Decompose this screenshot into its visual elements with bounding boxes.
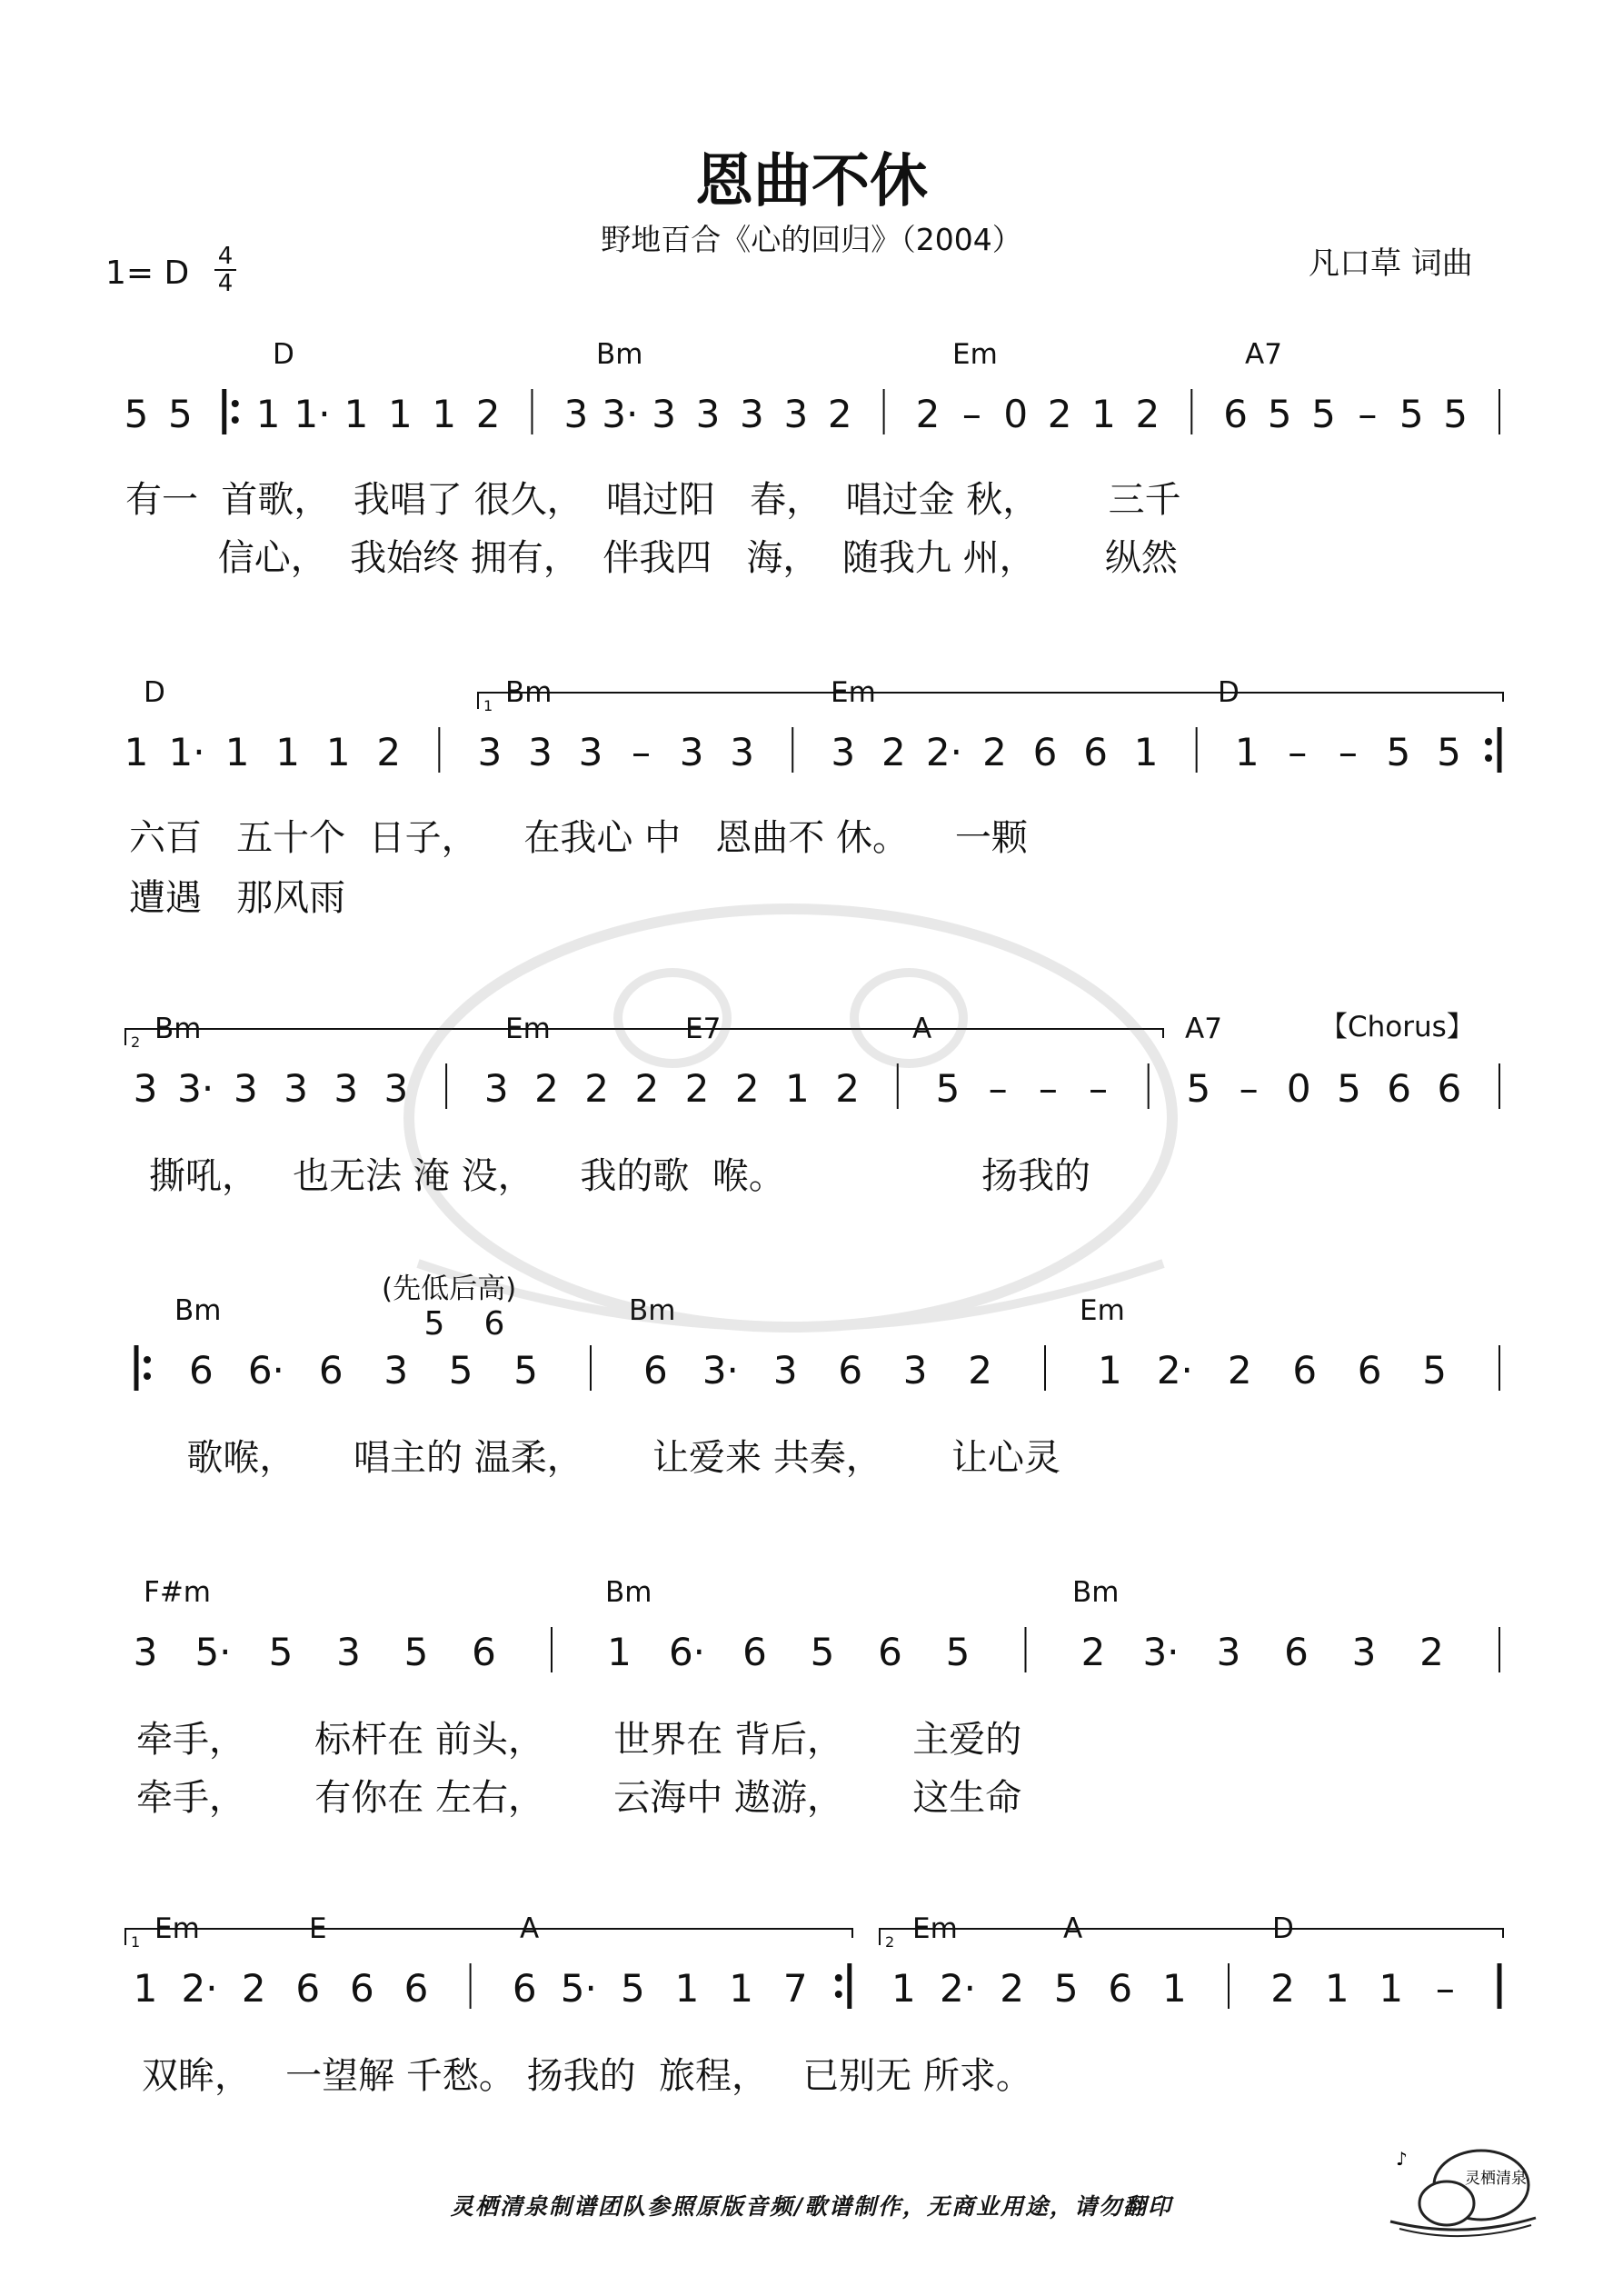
watermark-logo bbox=[363, 882, 1218, 1373]
note: 5 bbox=[513, 1348, 538, 1393]
lyrics-r2-v2: 遭遇 那风雨 bbox=[129, 877, 346, 919]
key-signature: 1= D bbox=[105, 255, 190, 292]
note: 2 bbox=[827, 392, 852, 436]
note: 2 bbox=[534, 1066, 559, 1111]
lyrics-r3: 撕吼， 也无法 淹 没， 我的歌 喉。 扬我的 bbox=[149, 1155, 1091, 1197]
note: 3 bbox=[652, 392, 677, 436]
note: 3 bbox=[783, 392, 809, 436]
note: 3 bbox=[740, 392, 764, 436]
note: 1 bbox=[325, 730, 351, 774]
note: 1 bbox=[1162, 1966, 1187, 2011]
note: 3 bbox=[695, 392, 721, 436]
note: 3 bbox=[383, 1348, 409, 1393]
lyrics-r4: 歌喉， 唱主的 温柔， 让爱来 共奏， 让心灵 bbox=[164, 1437, 1061, 1479]
chord-r3-2: Em bbox=[505, 1013, 551, 1045]
note: 5 bbox=[1186, 1066, 1211, 1111]
note: 2 bbox=[968, 1348, 992, 1393]
note: 6 bbox=[1108, 1966, 1133, 2011]
note: 5 bbox=[945, 1630, 971, 1674]
chord-r6-3: A bbox=[520, 1912, 540, 1945]
note: 2 bbox=[1047, 392, 1072, 436]
note: 3 bbox=[902, 1348, 928, 1393]
note: 6 bbox=[1437, 1066, 1462, 1111]
upper-note: 5 bbox=[423, 1305, 445, 1343]
note: 2 bbox=[1270, 1966, 1295, 2011]
note: 1 bbox=[133, 1966, 158, 2011]
note: – bbox=[1239, 1066, 1259, 1111]
repeat-dot bbox=[232, 416, 239, 424]
chord-r3-3: E7 bbox=[685, 1013, 722, 1045]
footer-copyright: 灵栖清泉制谱团队参照原版音频/歌谱制作，无商业用途，请勿翻印 bbox=[450, 2193, 1173, 2220]
note: 3 bbox=[772, 1348, 798, 1393]
note: 6 bbox=[838, 1348, 863, 1393]
volta-number: 2 bbox=[131, 1033, 141, 1051]
note: 3 bbox=[578, 730, 603, 774]
chord-r6-1: Em bbox=[154, 1912, 200, 1945]
chord-r5-3: Bm bbox=[1072, 1576, 1120, 1609]
note: 2 bbox=[634, 1066, 660, 1111]
note: 1 bbox=[785, 1066, 810, 1111]
note: 1 bbox=[891, 1966, 916, 2011]
song-title: 恩曲不休 bbox=[695, 148, 928, 215]
volta-bracket bbox=[478, 693, 1503, 709]
volta-bracket bbox=[125, 1929, 852, 1945]
note: 5 bbox=[1337, 1066, 1361, 1111]
note: 2 bbox=[1419, 1630, 1444, 1674]
chord-r6-2: E bbox=[309, 1912, 327, 1945]
note: 5 bbox=[1386, 730, 1411, 774]
note: 3 bbox=[336, 1630, 361, 1674]
note: 3· bbox=[602, 392, 639, 436]
note: 6 bbox=[1387, 1066, 1411, 1111]
lyrics-r1-v2: 信心， 我始终 拥有， 伴我四 海， 随我九 州， 纵然 bbox=[125, 537, 1178, 579]
note: 6 bbox=[189, 1348, 214, 1393]
note: 6 bbox=[1223, 392, 1249, 436]
note: 3· bbox=[177, 1066, 214, 1111]
repeat-dot bbox=[1485, 738, 1492, 745]
note: 6 bbox=[1032, 730, 1058, 774]
note: 2 bbox=[584, 1066, 610, 1111]
note: – bbox=[988, 1066, 1008, 1111]
note: 5 bbox=[1399, 392, 1424, 436]
note: 5 bbox=[448, 1348, 473, 1393]
note: 3 bbox=[133, 1066, 158, 1111]
chord-r5-2: Bm bbox=[605, 1576, 652, 1609]
repeat-dot bbox=[144, 1356, 151, 1363]
note: 6 bbox=[472, 1630, 496, 1674]
team-logo-text: 灵栖清泉 bbox=[1465, 2170, 1527, 2188]
note: 3 bbox=[383, 1066, 409, 1111]
note: 1 bbox=[1133, 730, 1159, 774]
note: 3 bbox=[477, 730, 503, 774]
note: 5 bbox=[810, 1630, 835, 1674]
song-subtitle: 野地百合《心的回归》（2004） bbox=[601, 222, 1022, 257]
team-logo-icon bbox=[1381, 2138, 1545, 2238]
note: 2 bbox=[915, 392, 941, 436]
note: 2 bbox=[734, 1066, 760, 1111]
time-signature-top: 4 bbox=[217, 243, 234, 270]
note: 2 bbox=[376, 730, 402, 774]
svg-text:♪: ♪ bbox=[1396, 2148, 1408, 2170]
note: 6 bbox=[1083, 730, 1108, 774]
upper-note: 6 bbox=[483, 1305, 505, 1343]
note: 3 bbox=[483, 1066, 509, 1111]
note: 5 bbox=[168, 392, 193, 436]
note: 6 bbox=[403, 1966, 429, 2011]
note: – bbox=[1288, 730, 1308, 774]
volta-bracket bbox=[880, 1929, 1503, 1945]
note: – bbox=[1358, 392, 1378, 436]
note: 6 bbox=[878, 1630, 902, 1674]
chord-r2-3: Em bbox=[831, 676, 876, 709]
note: 1 bbox=[729, 1966, 753, 2011]
note: 2· bbox=[1156, 1348, 1193, 1393]
note: 2 bbox=[1080, 1630, 1106, 1674]
note: 3 bbox=[1216, 1630, 1241, 1674]
chord-r1-2: Bm bbox=[596, 338, 643, 371]
note: 6 bbox=[318, 1348, 344, 1393]
chord-r1-4: A7 bbox=[1245, 338, 1282, 371]
chord-r3-5: A7 bbox=[1185, 1013, 1222, 1045]
note: 6 bbox=[643, 1348, 668, 1393]
note: – bbox=[632, 730, 652, 774]
volta-number: 1 bbox=[131, 1933, 141, 1951]
note: 3 bbox=[679, 730, 704, 774]
note: 3 bbox=[334, 1066, 359, 1111]
note: 2· bbox=[925, 730, 962, 774]
note: 5 bbox=[1267, 392, 1292, 436]
note: 3 bbox=[133, 1630, 158, 1674]
time-signature-bottom: 4 bbox=[214, 269, 236, 296]
chord-r4-2: Bm bbox=[629, 1294, 676, 1327]
note: 2 bbox=[881, 730, 906, 774]
note: 2 bbox=[1227, 1348, 1252, 1393]
lyrics-r5-v2: 牵手， 有你在 左右， 云海中 遨游， 这生命 bbox=[136, 1777, 1022, 1819]
note: – bbox=[1338, 730, 1358, 774]
note: 6 bbox=[512, 1966, 537, 2011]
chord-r6-6: D bbox=[1272, 1912, 1294, 1945]
note: 7 bbox=[782, 1966, 808, 2011]
repeat-dot bbox=[1485, 754, 1492, 762]
note: 2 bbox=[475, 392, 501, 436]
note: 2 bbox=[1135, 392, 1160, 436]
note: 1· bbox=[294, 392, 331, 436]
note: 5 bbox=[621, 1966, 645, 2011]
repeat-dot bbox=[835, 1991, 842, 1998]
note: 1 bbox=[255, 392, 281, 436]
note: 5· bbox=[194, 1630, 232, 1674]
note: 5 bbox=[124, 392, 149, 436]
chord-r2-2: Bm bbox=[505, 676, 553, 709]
chord-r3-4: A bbox=[912, 1013, 932, 1045]
note: – bbox=[1038, 1066, 1058, 1111]
chord-r6-4: Em bbox=[912, 1912, 958, 1945]
note: 3 bbox=[563, 392, 589, 436]
composer-credit: 凡口草 词曲 bbox=[1309, 245, 1473, 282]
note: 3 bbox=[284, 1066, 308, 1111]
chord-r5-1: F#m bbox=[144, 1576, 212, 1609]
note: – bbox=[1435, 1966, 1455, 2011]
chord-r1-1: D bbox=[273, 338, 294, 371]
note: 2 bbox=[1000, 1966, 1024, 2011]
lyrics-r1-v1: 有一 首歌， 我唱了 很久， 唱过阳 春， 唱过金 秋， 三千 bbox=[125, 479, 1181, 521]
chord-r2-4: D bbox=[1218, 676, 1240, 709]
note: 6 bbox=[742, 1630, 767, 1674]
chord-r3-1: Bm bbox=[154, 1013, 202, 1045]
note: 6 bbox=[1357, 1348, 1382, 1393]
note: 5 bbox=[1311, 392, 1336, 436]
repeat-dot bbox=[835, 1974, 842, 1982]
note: 1 bbox=[1234, 730, 1260, 774]
chorus-marker: 【Chorus】 bbox=[1319, 1011, 1475, 1043]
note: 3 bbox=[234, 1066, 258, 1111]
note: 1 bbox=[1379, 1966, 1404, 2011]
volta-number: 2 bbox=[885, 1933, 895, 1951]
lyrics-r2-v1: 六百 五十个 日子， 在我心 中 恩曲不 休。 一颗 bbox=[129, 817, 1028, 859]
chord-r4-1: Bm bbox=[174, 1294, 222, 1327]
note: 5 bbox=[1422, 1348, 1447, 1393]
chord-r4-3: Em bbox=[1080, 1294, 1125, 1327]
note: 5 bbox=[403, 1630, 429, 1674]
chord-r1-3: Em bbox=[952, 338, 998, 371]
chord-r6-5: A bbox=[1063, 1912, 1083, 1945]
note: 0 bbox=[1286, 1066, 1311, 1111]
note: 1 bbox=[1098, 1348, 1122, 1393]
lyrics-r6: 双眸， 一望解 千愁。 扬我的 旅程， 已别无 所求。 bbox=[142, 2055, 1032, 2097]
lyrics-r5-v1: 牵手， 标杆在 前头， 世界在 背后， 主爱的 bbox=[136, 1719, 1022, 1761]
note: 1 bbox=[387, 392, 413, 436]
note: 5 bbox=[935, 1066, 961, 1111]
repeat-dot bbox=[232, 400, 239, 407]
note: 1· bbox=[168, 730, 205, 774]
note: 1 bbox=[124, 730, 149, 774]
note: 3· bbox=[702, 1348, 739, 1393]
note: 2 bbox=[241, 1966, 266, 2011]
note: 6· bbox=[247, 1348, 284, 1393]
performance-annotation: (先低后高) bbox=[382, 1273, 517, 1305]
note: 1 bbox=[1091, 392, 1116, 436]
note: 0 bbox=[1003, 392, 1029, 436]
note: 1 bbox=[432, 392, 457, 436]
note: 3· bbox=[1142, 1630, 1180, 1674]
note: 1 bbox=[224, 730, 250, 774]
note: 5 bbox=[268, 1630, 294, 1674]
note: 1 bbox=[1324, 1966, 1349, 2011]
chord-r2-1: D bbox=[144, 676, 165, 709]
note: 2· bbox=[181, 1966, 218, 2011]
volta-number: 1 bbox=[483, 697, 493, 714]
note: 3 bbox=[528, 730, 553, 774]
note: 6 bbox=[1284, 1630, 1309, 1674]
note: – bbox=[1089, 1066, 1109, 1111]
note: 6· bbox=[668, 1630, 706, 1674]
note: 1 bbox=[275, 730, 301, 774]
note: 2· bbox=[939, 1966, 977, 2011]
note: – bbox=[961, 392, 981, 436]
repeat-dot bbox=[144, 1373, 151, 1380]
note: 1 bbox=[674, 1966, 700, 2011]
note: 6 bbox=[1292, 1348, 1318, 1393]
note: 2 bbox=[835, 1066, 860, 1111]
note: 5 bbox=[1437, 730, 1461, 774]
note: 5 bbox=[1053, 1966, 1079, 2011]
note: 6 bbox=[295, 1966, 321, 2011]
note: 3 bbox=[831, 730, 856, 774]
note: 6 bbox=[350, 1966, 374, 2011]
note: 1 bbox=[607, 1630, 632, 1674]
note: 3 bbox=[1351, 1630, 1377, 1674]
note: 1 bbox=[344, 392, 369, 436]
note: 5 bbox=[1443, 392, 1468, 436]
note: 2 bbox=[982, 730, 1007, 774]
note: 2 bbox=[684, 1066, 710, 1111]
note: 3 bbox=[730, 730, 755, 774]
note: 5· bbox=[560, 1966, 597, 2011]
